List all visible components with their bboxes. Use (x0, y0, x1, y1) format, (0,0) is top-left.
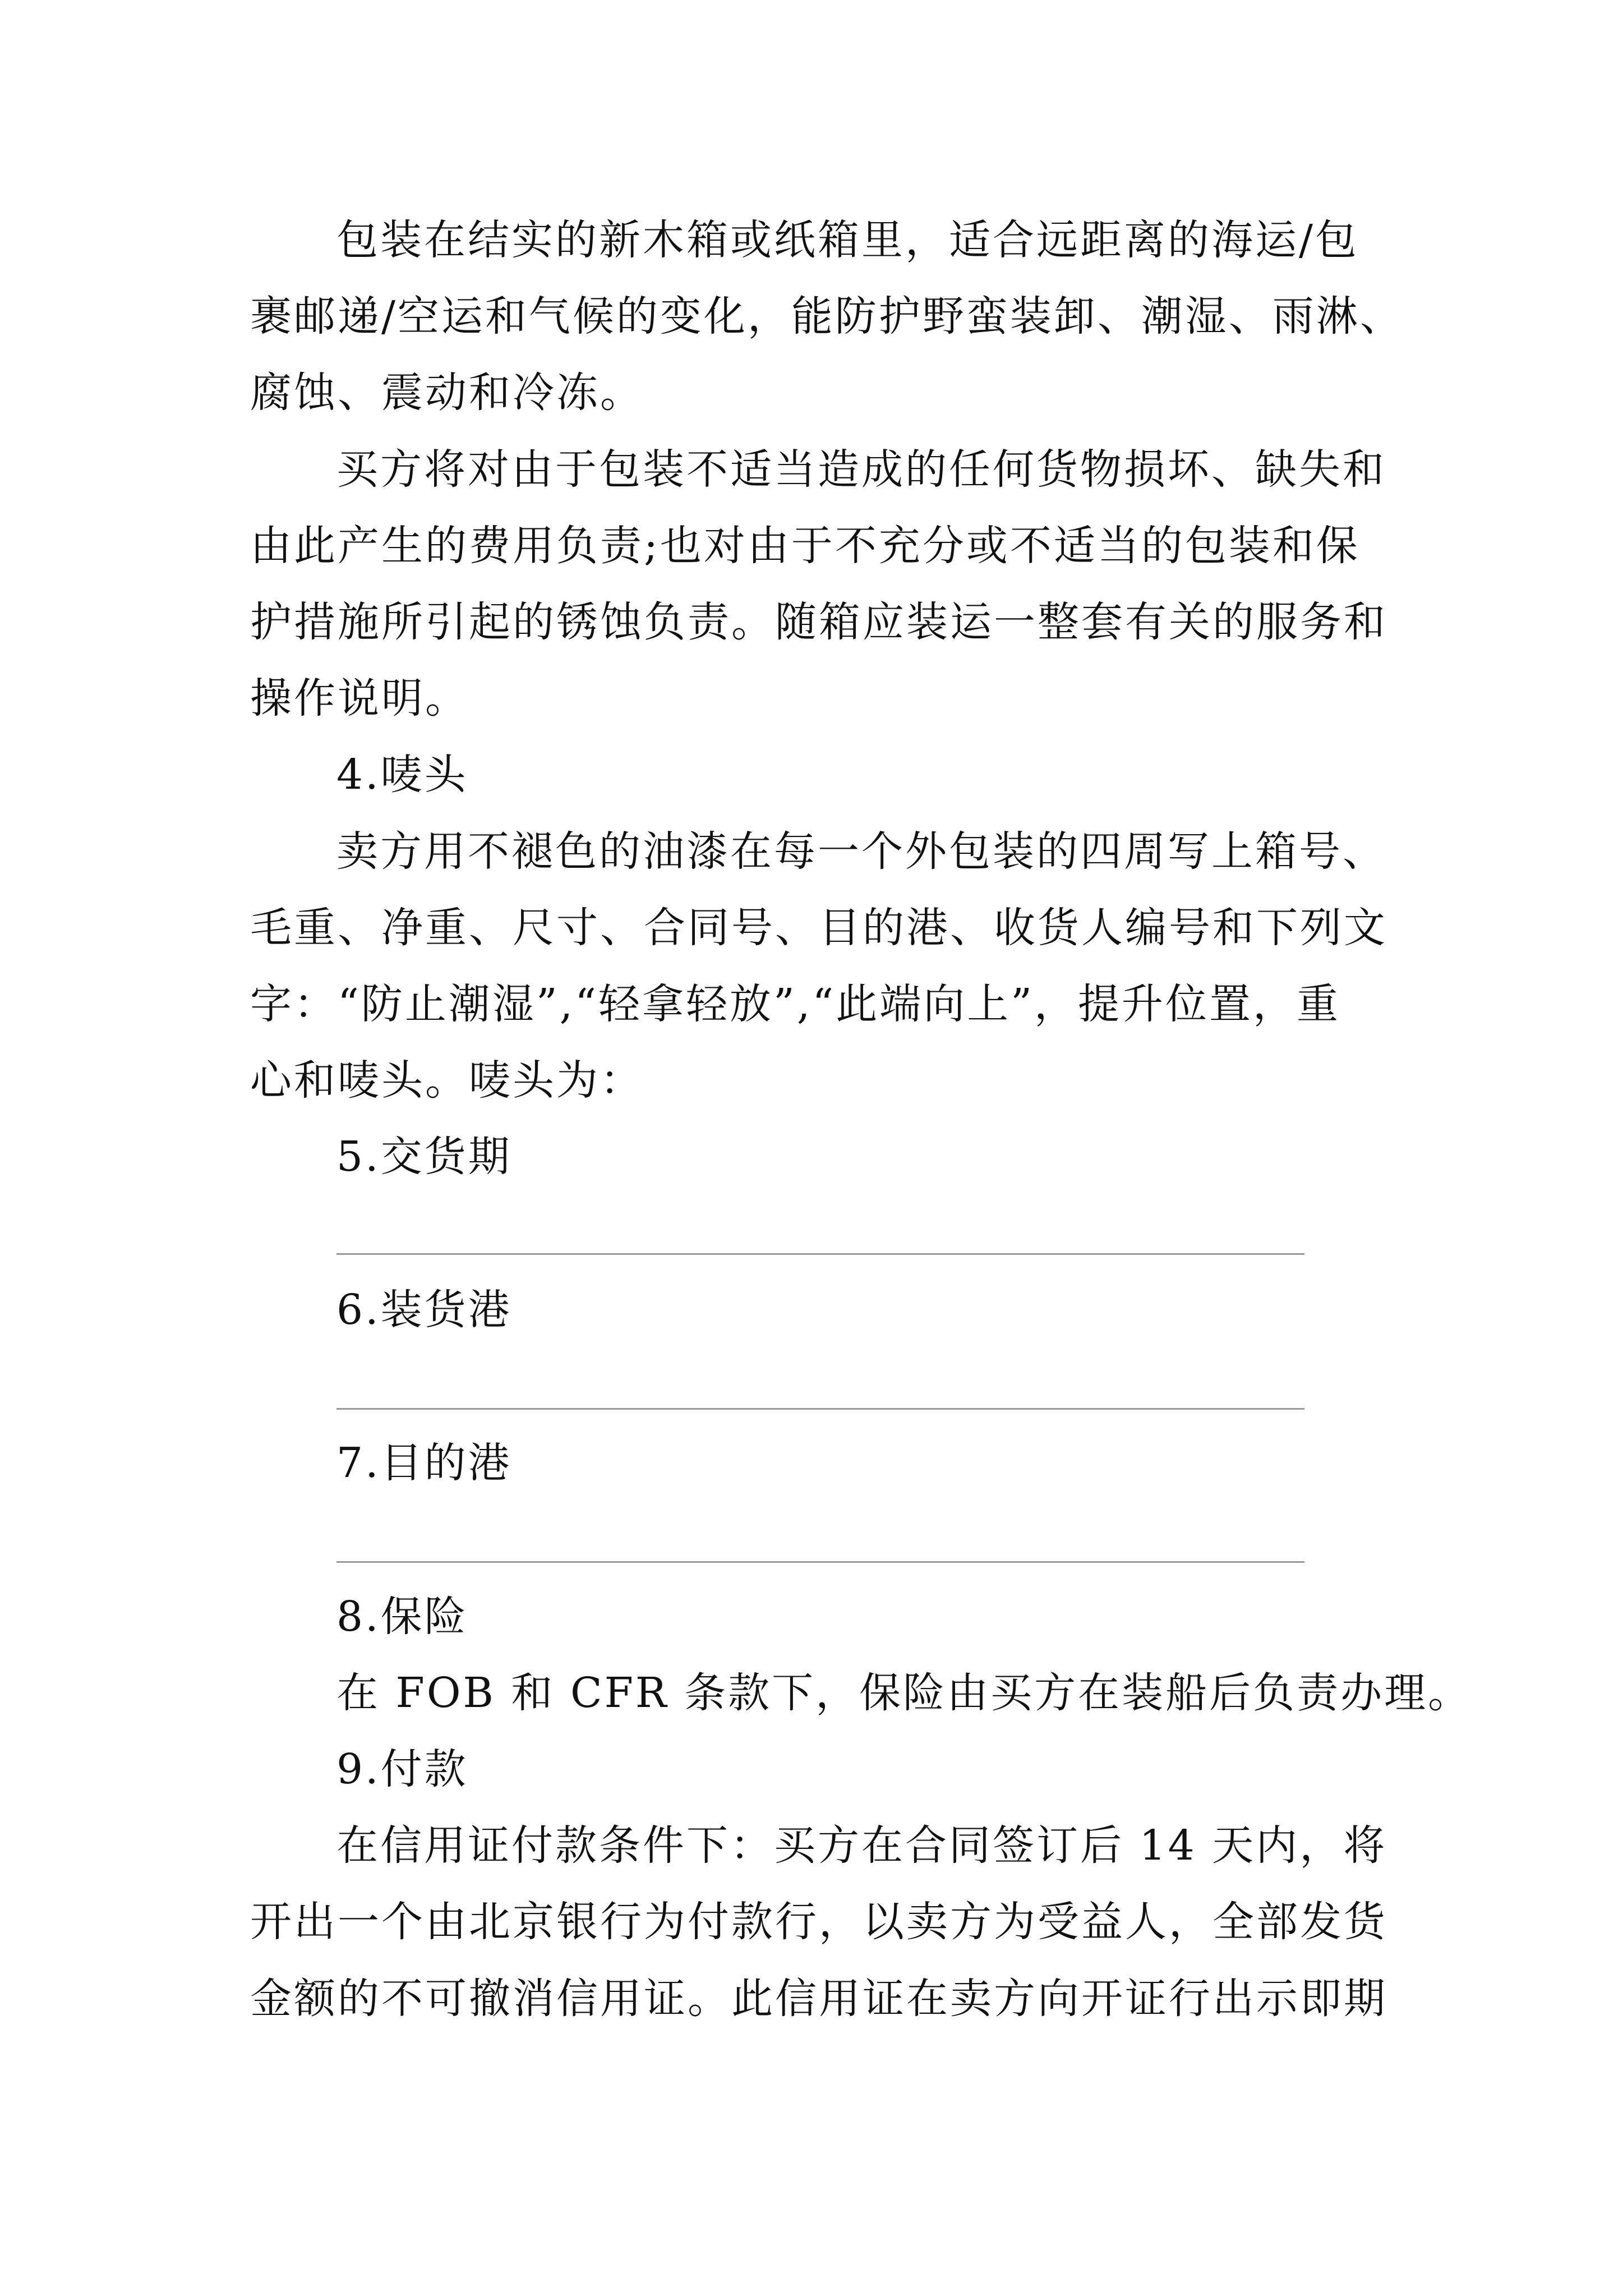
payment-text-line-3: 金额的不可撤消信用证。此信用证在卖方向开证行出示即期 (250, 1975, 1387, 2023)
section-heading-payment: 9.付款 (336, 1745, 468, 1793)
packaging-text-line-2: 裹邮递/空运和气候的变化，能防护野蛮装卸、潮湿、雨淋、 (250, 292, 1404, 341)
packaging-text-line-1: 包装在结实的新木箱或纸箱里，适合远距离的海运/包 (336, 216, 1359, 264)
destination-port-blank-line (336, 1561, 1304, 1563)
section-heading-insurance: 8.保险 (336, 1593, 468, 1641)
delivery-period-blank-line (336, 1253, 1304, 1255)
shipping-marks-text-line-2: 毛重、净重、尺寸、合同号、目的港、收货人编号和下列文 (250, 904, 1387, 952)
shipping-marks-text-line-4: 心和唛头。唛头为： (250, 1056, 644, 1105)
section-heading-loading-port: 6.装货港 (336, 1286, 512, 1334)
payment-text-line-2: 开出一个由北京银行为付款行，以卖方为受益人，全部发货 (250, 1898, 1387, 1946)
responsibility-text-line-4: 操作说明。 (250, 674, 469, 723)
section-heading-shipping-marks: 4.唛头 (336, 751, 468, 799)
section-heading-destination-port: 7.目的港 (336, 1439, 512, 1487)
section-heading-delivery-period: 5.交货期 (336, 1133, 512, 1181)
responsibility-text-line-3: 护措施所引起的锈蚀负责。随箱应装运一整套有关的服务和 (250, 598, 1387, 646)
loading-port-blank-line (336, 1408, 1304, 1410)
insurance-text-line-1: 在 FOB 和 CFR 条款下，保险由买方在装船后负责办理。 (336, 1669, 1472, 1717)
responsibility-text-line-2: 由此产生的费用负责;也对由于不充分或不适当的包装和保 (250, 522, 1360, 570)
payment-text-line-1: 在信用证付款条件下：买方在合同签订后 14 天内，将 (336, 1821, 1387, 1870)
packaging-text-line-3: 腐蚀、震动和冷冻。 (250, 369, 644, 417)
shipping-marks-text-line-1: 卖方用不褪色的油漆在每一个外包装的四周写上箱号、 (336, 827, 1386, 876)
shipping-marks-text-line-3: 字：“防止潮湿”,“轻拿轻放”,“此端向上”，提升位置，重 (250, 980, 1341, 1028)
responsibility-text-line-1: 买方将对由于包装不适当造成的任何货物损坏、缺失和 (336, 445, 1386, 494)
